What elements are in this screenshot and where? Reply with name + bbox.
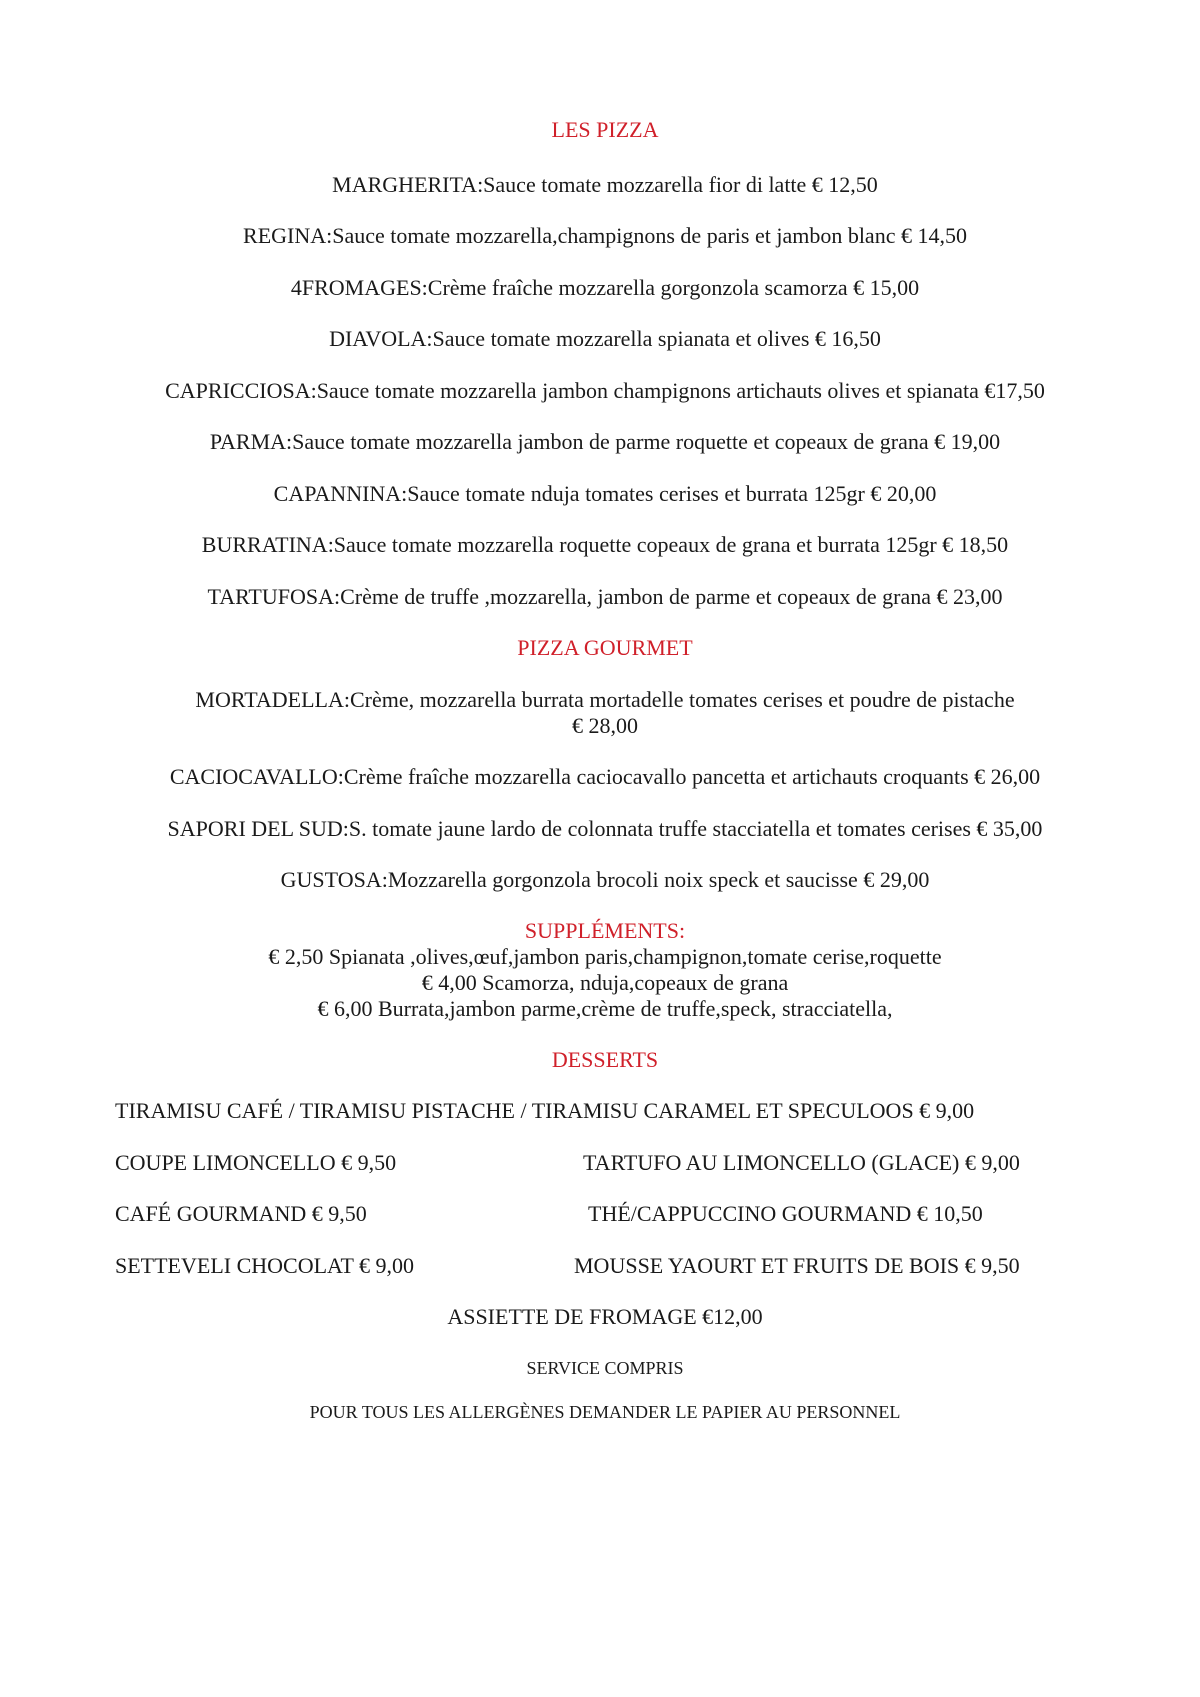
pizza-item: DIAVOLA:Sauce tomate mozzarella spianata et olives € 16,50 — [329, 326, 881, 351]
heading-les-pizza: LES PIZZA — [551, 117, 659, 142]
pizza-item: CAPRICCIOSA:Sauce tomate mozzarella jambon champignons artichauts olives et spianata €17,50 — [165, 378, 1045, 403]
pizza-item: 4FROMAGES:Crème fraîche mozzarella gorgonzola scamorza € 15,00 — [290, 275, 920, 300]
dessert-item-right: THÉ/CAPPUCCINO GOURMAND € 10,50 — [588, 1201, 983, 1226]
pizza-item: BURRATINA:Sauce tomate mozzarella roquette copeaux de grana et burrata 125gr € 18,50 — [201, 532, 1009, 557]
gourmet-item-mortadella-price: € 28,00 — [572, 713, 638, 738]
pizza-item: PARMA:Sauce tomate mozzarella jambon de parme roquette et copeaux de grana € 19,00 — [209, 429, 1001, 454]
dessert-tiramisu: TIRAMISU CAFÉ / TIRAMISU PISTACHE / TIRAMISU CARAMEL ET SPECULOOS € 9,00 — [115, 1098, 975, 1123]
dessert-item-left: CAFÉ GOURMAND € 9,50 — [115, 1201, 367, 1226]
pizza-item: MARGHERITA:Sauce tomate mozzarella fior di latte € 12,50 — [332, 172, 878, 197]
footer-service: SERVICE COMPRIS — [526, 1358, 684, 1378]
pizza-item: TARTUFOSA:Crème de truffe ,mozzarella, jambon de parme et copeaux de grana € 23,00 — [207, 584, 1003, 609]
gourmet-item: GUSTOSA:Mozzarella gorgonzola brocoli noix speck et saucisse € 29,00 — [280, 867, 930, 892]
dessert-item-right: TARTUFO AU LIMONCELLO (GLACE) € 9,00 — [583, 1150, 1020, 1175]
heading-desserts: DESSERTS — [551, 1047, 659, 1072]
pizza-item: CAPANNINA:Sauce tomate nduja tomates cerises et burrata 125gr € 20,00 — [273, 481, 937, 506]
gourmet-item: SAPORI DEL SUD:S. tomate jaune lardo de colonnata truffe stacciatella et tomates cerises € 35,00 — [167, 816, 1043, 841]
supplement-line: € 6,00 Burrata,jambon parme,crème de truffe,speck, stracciatella, — [317, 996, 893, 1021]
dessert-item-right: MOUSSE YAOURT ET FRUITS DE BOIS € 9,50 — [574, 1253, 1020, 1278]
heading-pizza-gourmet: PIZZA GOURMET — [517, 635, 693, 660]
dessert-item-left: SETTEVELI CHOCOLAT € 9,00 — [115, 1253, 415, 1278]
supplement-line: € 2,50 Spianata ,olives,œuf,jambon paris,champignon,tomate cerise,roquette — [268, 944, 942, 969]
dessert-fromage: ASSIETTE DE FROMAGE €12,00 — [447, 1304, 763, 1329]
supplement-line: € 4,00 Scamorza, nduja,copeaux de grana — [421, 970, 789, 995]
gourmet-item-mortadella: MORTADELLA:Crème, mozzarella burrata mortadelle tomates cerises et poudre de pistache — [195, 687, 1015, 712]
gourmet-item: CACIOCAVALLO:Crème fraîche mozzarella caciocavallo pancetta et artichauts croquants € 26,00 — [169, 764, 1041, 789]
dessert-item-left: COUPE LIMONCELLO € 9,50 — [115, 1150, 397, 1175]
footer-allergens: POUR TOUS LES ALLERGÈNES DEMANDER LE PAPIER AU PERSONNEL — [309, 1402, 901, 1422]
heading-supplements: SUPPLÉMENTS: — [524, 918, 686, 943]
pizza-item: REGINA:Sauce tomate mozzarella,champignons de paris et jambon blanc € 14,50 — [243, 223, 967, 248]
